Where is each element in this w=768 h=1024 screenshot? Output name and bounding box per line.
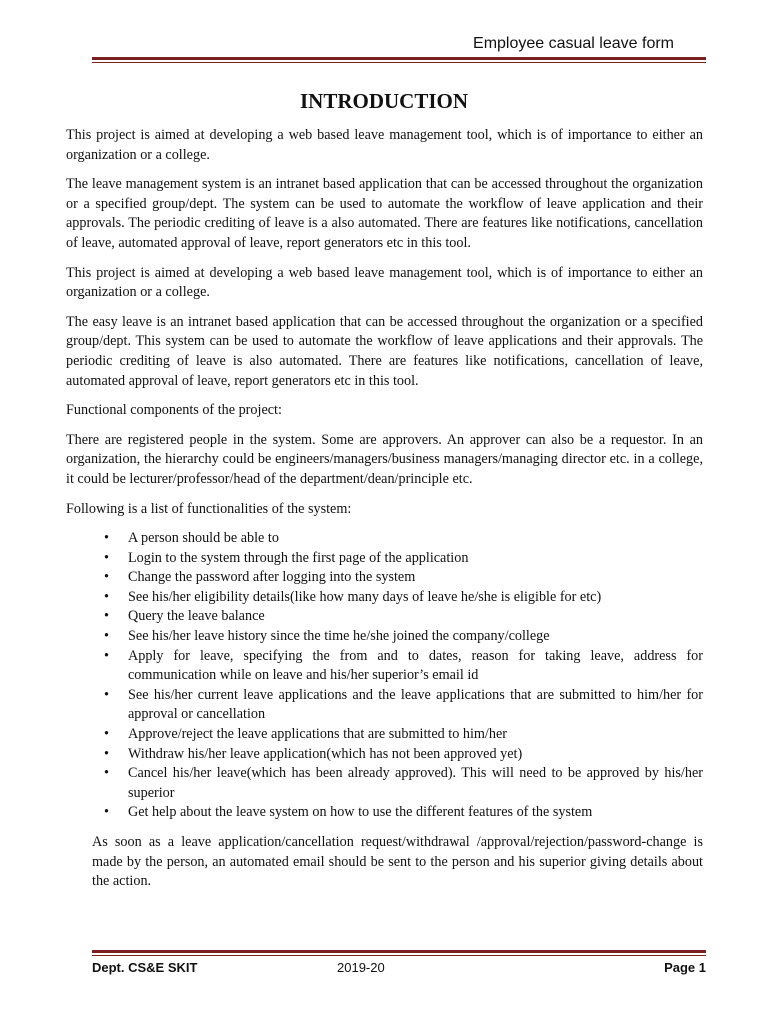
list-item: • See his/her current leave applications and the leave applications that are submitted to him/her for approval or cancellation [66,686,703,725]
header-rule-thin [92,62,706,63]
paragraph: This project is aimed at developing a web based leave management tool, which is of importance to either an organization or a college. [66,127,703,163]
list-item: • Approve/reject the leave applications that are submitted to him/her [66,725,703,745]
header-rule [92,57,706,60]
paragraph: There are registered people in the system. Some are approvers. An approver can also be a requestor. In an organization, the hierarchy could be engineers/managers/business managers/managing director etc. in a college, it could be lecturer/professor/head of the department/dean/principle etc. [66,431,703,487]
list-item: • Withdraw his/her leave application(which has not been approved yet) [66,745,703,765]
list-item: • Change the password after logging into the system [66,568,703,588]
page-title: INTRODUCTION [299,89,469,113]
paragraph: Following is a list of functionalities of the system: [66,500,352,517]
list-item: • Query the leave balance [66,607,703,627]
footer-page-number: Page 1 [664,960,706,975]
functionality-list [66,529,703,823]
document-body [66,126,703,902]
list-item: • Get help about the leave system on how to use the different features of the system [66,803,703,823]
list-item: • See his/her eligibility details(like how many days of leave he/she is eligible for etc) [66,588,703,608]
list-item: • See his/her leave history since the time he/she joined the company/college [66,627,703,647]
list-item: • Cancel his/her leave(which has been already approved). This will need to be approved by his/her superior [66,764,703,803]
header-title: Employee casual leave form [473,35,674,52]
footer-dept: Dept. CS&E SKIT [92,960,198,975]
paragraph: This project is aimed at developing a web based leave management tool, which is of importance to either an organization or a college. [66,264,703,301]
list-item: • A person should be able to [66,529,703,549]
list-item: • Apply for leave, specifying the from and to dates, reason for taking leave, address for communication while on leave and his/her superior’s email id [66,647,703,686]
paragraph: The leave management system is an intranet based application that can be accessed throughout the organization or a specified group/dept. The system can be used to automate the workflow of leave application and their approvals. The periodic crediting of leave is a also automated. There are features like notifications, cancellation of leave, automated approval of leave, report generators etc in this tool. [66,176,703,251]
paragraph: The easy leave is an intranet based application that can be accessed throughout the organization or a specified group/dept. This system can be used to automate the workflow of leave applications and their approvals. The periodic crediting of leave is also automated. There are features like notifications, cancellation of leave, automated approval of leave, report generators etc in this tool. [66,313,703,389]
footer [92,960,706,980]
footer-year: 2019-20 [337,960,385,975]
footer-rule-thin [92,955,706,956]
closing-paragraph: As soon as a leave application/cancellation request/withdrawal /approval/rejection/password-change is made by the person, an automated email should be sent to the person and his superior giving details about the action. [92,834,703,890]
footer-rule [92,950,706,953]
list-item: • Login to the system through the first page of the application [66,549,703,569]
paragraph: Functional components of the project: [66,402,282,419]
